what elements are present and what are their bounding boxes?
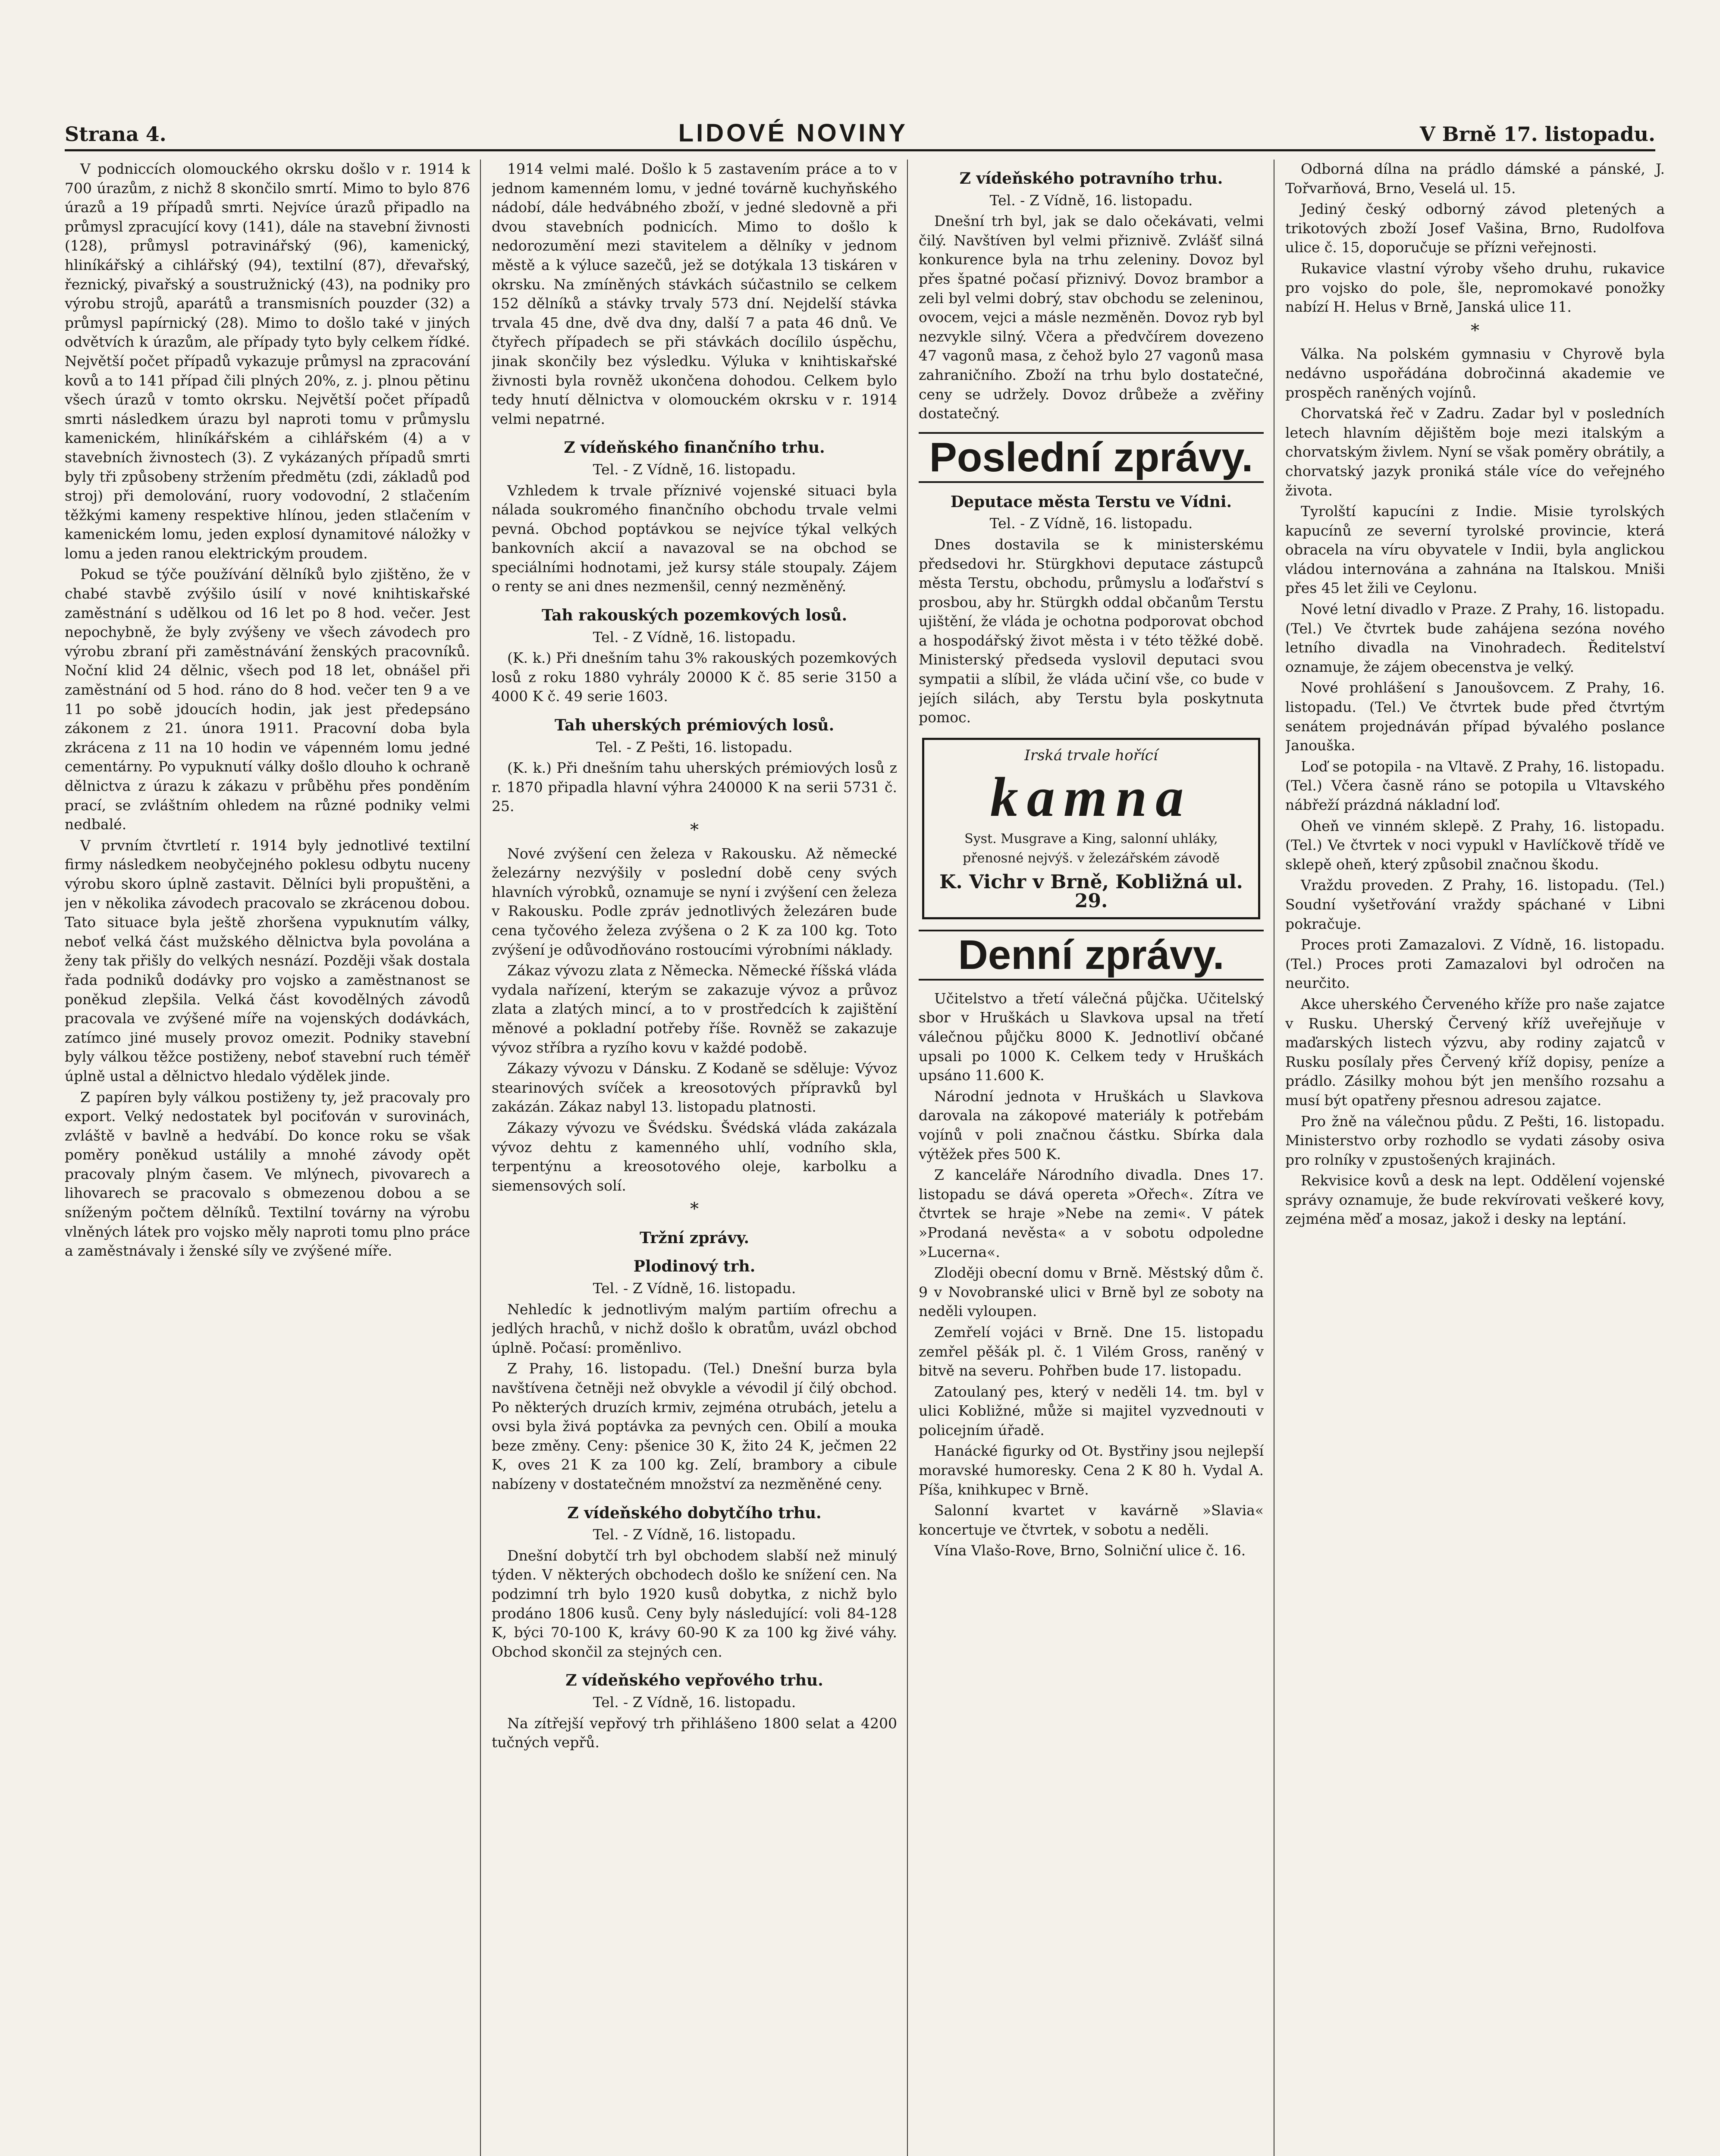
article-paragraph: Vraždu proveden. Z Prahy, 16. listopadu. (Tel.) Soudní vyšetřování vraždy spáchané v Libni pokračuje. bbox=[1285, 877, 1665, 932]
article-paragraph: Učitelstvo a třetí válečná půjčka. Učitelský sbor v Hruškách u Slavkova upsal na třetí válečnou půjčku 8000 K. Jednotliví občané upsali po 1000 K. Celkem tedy v Hruškách upsáno 11.600 K. bbox=[919, 990, 1264, 1084]
article-paragraph: Salonní kvartet v kavárně »Slavia« koncertuje ve čtvrtek, v sobotu a neděli. bbox=[919, 1502, 1264, 1538]
section-heading: Plodinový trh. bbox=[633, 1257, 756, 1276]
article-paragraph: Akce uherského Červeného kříže pro naše zajatce v Rusku. Uherský Červený kříž uveřejňuje v maďarských listech výzvu, aby rodiny zajatců v Rusku posílaly přes Červený kříž dopisy, peníze a prádlo. Zásilky mohou být jen menšího rozsahu a musí být opatřeny přesnou adresou zajatce. bbox=[1285, 995, 1665, 1109]
dateline-telegram: Tel. - Z Vídně, 16. listopadu. bbox=[593, 1280, 796, 1297]
article-paragraph: Válka. Na polském gymnasiu v Chyrově byla nedávno uspořádána dobročinná akademie ve prospěch raněných vojínů. bbox=[1285, 345, 1665, 401]
article-paragraph: V prvním čtvrtletí r. 1914 byly jednotlivé textilní firmy následkem neobyčejného poklesu odbytu nuceny výrobu skoro úplně zastavit. Dělníci byli propuštěni, a jen v několika závodech pracovalo se zkrácenou dobou. Tato situace byla ještě zhoršena vypuknutím války, neboť velká část mužského dělnictva byla povolána a ženy tak přišly do velkých nesnází. Později však dostala řada podniků dodávky pro vojsko a zaměstnanost se poněkud zlepšila. Velká část kovodělných závodů pracovala ve zvýšené míře na vojenských dodávkách, zatímco jiné musely provoz omezit. Podniky stavební byly válkou těžce postiženy, neboť stavební ruch téměř úplně ustal a dělnictvo hledalo výdělek jinde. bbox=[65, 837, 470, 1084]
ad-tagline: Irská trvale hořící bbox=[1024, 746, 1158, 764]
section-heading: Tržní zprávy. bbox=[639, 1228, 750, 1247]
masthead bbox=[65, 116, 1655, 151]
section-heading: Z vídeňského vepřového trhu. bbox=[565, 1671, 823, 1690]
column-4 bbox=[1285, 160, 1665, 2156]
article-paragraph: 1914 velmi malé. Došlo k 5 zastavením práce a to v jednom kamenném lomu, v jedné továrně kuchyňského nádobí, dále hedvábného zboží, v jedné sledovně a při dvou stavebních podnicích. Mimo to došlo k nedorozumění mezi stavitelem a dělníky v jednom městě a k výluce sazečů, jež se dotýkala 13 tiskáren v okrsku. Na zmíněných stávkách súčastnilo se celkem 152 dělníků a stávky trvaly 573 dní. Nejdelší stávka trvala 45 dne, dvě dva dny, další 7 a pata 46 dnů. Ve čtyřech případech se při stávkách docílilo úspěchu, jinak skončily bez výsledku. Výluka v knihtiskařské živnosti byla rovněž ukončena dohodou. Celkem bylo tedy hnutí dělnictva v olomouckém okrsku v r. 1914 velmi nepatrné. bbox=[492, 160, 897, 427]
article-paragraph: Zákazy vývozu ve Švédsku. Švédská vláda zakázala vývoz dehtu z kamenného uhlí, vodního skla, terpentýnu a kreosotového oleje, karbolku a siemensových solí. bbox=[492, 1119, 897, 1194]
section-heading: Tah uherských prémiových losů. bbox=[554, 716, 835, 735]
article-paragraph: Zákaz vývozu zlata z Německa. Německé říšská vláda vydala nařízení, kterým se zakazuje vývoz a průvoz zlata a zlatých mincí, a to v prostředcích k zajištění měnové a pokladní potřeby říše. Rovněž se zakazuje vývoz stříbra a ryzího kovu v každé podobě. bbox=[492, 962, 897, 1056]
section-heading: Tah rakouských pozemkových losů. bbox=[541, 606, 847, 625]
section-separator: * bbox=[690, 820, 699, 840]
section-separator: * bbox=[690, 1199, 699, 1219]
section-heading: Deputace města Terstu ve Vídni. bbox=[950, 492, 1232, 511]
dateline-telegram: Tel. - Z Vídně, 16. listopadu. bbox=[593, 628, 796, 646]
article-paragraph: Dnešní dobytčí trh byl obchodem slabší než minulý týden. V některých obchodech došlo ke snížení cen. Na podzimní trh bylo 1920 kusů dobytka, z nichž bylo prodáno 1806 kusů. Ceny byly následující: voli 84-128 K, býci 70-100 K, krávy 60-90 K za 100 kg živé váhy. Obchod skončil za stejných cen. bbox=[492, 1547, 897, 1660]
ad-headline: kamna bbox=[990, 766, 1193, 829]
article-paragraph: Tyrolští kapucíni z Indie. Misie tyrolských kapucínů ze severní tyrolské provincie, která obracela na víru obyvatele v Indii, byla anglickou vládou internována a zahnána na Italskou. Mniši přes 45 let žili ve Ceylonu. bbox=[1285, 503, 1665, 597]
article-paragraph: Hanácké figurky od Ot. Bystřiny jsou nejlepší moravské humoresky. Cena 2 K 80 h. Vydal A. Píša, knihkupec v Brně. bbox=[919, 1442, 1264, 1498]
article-paragraph: Pokud se týče používání dělníků bylo zjištěno, že v chabé stavbě zvýšilo úsilí v nové knihtiskařské zaměstnání s udělkou od 16 let po 8 hod. večer. Jest nepochybně, že byly zvýšeny ve všech závodech pro výrobu zbraní při zaměstnávání ženských pracovníků. Noční klid 24 dělnic, všech pod 18 let, obnášel při zaměstnání od 5 hod. ráno do 8 hod. večer ten 9 a ve 11 po sobě jdoucích hodin, jak jest předepsáno zákonem z 21. února 1911. Pracovní doba byla zkrácena z 11 na 10 hodin ve vápenném lomu jedné cementárny. Po vypuknutí války došlo dlouho k ochraně dělnictva z úrazu k zákazu v průběhu přes ponděním prací, se zvláštním ohledem na různé podniky velmi nedbalé. bbox=[65, 566, 470, 833]
article-paragraph: Nehledíc k jednotlivým malým partiím ofrechu a jedlých hrachů, v nichž došlo k obratům, uvázl obchod úplně. Počasí: proměnlivo. bbox=[492, 1300, 897, 1356]
article-paragraph: Z papíren byly válkou postiženy ty, jež pracovaly pro export. Velký nedostatek byl pociťován v surovinách, zvláště v bavlně a hedvábí. Do konce roku se však poměry poněkud ustálily a mnohé závody opět pracovaly plným časem. Ve mlýnech, pivovarech a lihovarech se pracovalo s obmezenou dobou a se sníženým počtem dělníků. Textilní továrny na výrobu vlněných látek pro vojsko měly naproti tomu plno práce a zaměstnávaly i ženské síly ve zvýšené míře. bbox=[65, 1088, 470, 1260]
article-paragraph: Rekvisice kovů a desk na lept. Oddělení vojenské správy oznamuje, že bude rekvírovati veškeré kovy, zejména měď a mosaz, jakož i desky na leptání. bbox=[1285, 1172, 1665, 1228]
dateline-telegram: Tel. - Z Vídně, 16. listopadu. bbox=[593, 1693, 796, 1711]
article-paragraph: Zatoulaný pes, který v neděli 14. tm. byl v ulici Kobližné, může si majitel vyzvednouti v policejním úřadě. bbox=[919, 1383, 1264, 1438]
stove-advertisement bbox=[922, 738, 1260, 919]
article-paragraph: Na zítřejší vepřový trh přihlášeno 1800 selat a 4200 tučných vepřů. bbox=[492, 1714, 897, 1751]
article-paragraph: Pro žně na válečnou půdu. Z Pešti, 16. listopadu. Ministerstvo orby rozhodlo se vydati zásoby osiva pro rolníky v zpustošených krajinách. bbox=[1285, 1112, 1665, 1168]
dateline-telegram: Tel. - Z Vídně, 16. listopadu. bbox=[593, 461, 796, 478]
article-paragraph: Rukavice vlastní výroby všeho druhu, rukavice pro vojsko do pole, šle, nepromokavé ponožky nabízí H. Helus v Brně, Janská ulice 11. bbox=[1285, 260, 1665, 316]
article-paragraph: Z kanceláře Národního divadla. Dnes 17. listopadu se dává opereta »Ořech«. Zítra ve čtvrtek se hraje »Nebe na zemi«. V pátek »Prodaná nevěsta« a v sobotu odpoledne »Lucerna«. bbox=[919, 1166, 1264, 1260]
article-paragraph: Vína Vlašo-Rove, Brno, Solniční ulice č. 16. bbox=[934, 1542, 1246, 1559]
article-paragraph: Z Prahy, 16. listopadu. (Tel.) Dnešní burza byla navštívena četněji než obvykle a vévodil jí čilý obchod. Po některých druzích krmiv, zejména otrubách, jetelu a ovsi byla živá poptávka za pevných cen. Obilí a mouka beze změny. Ceny: pšenice 30 K, žito 24 K, ječmen 22 K, oves 21 K za 100 kg. Zelí, brambory a cibule nabízeny v dostatečném množství za nezměněné ceny. bbox=[492, 1360, 897, 1492]
article-paragraph: Dnes dostavila se k ministerskému předsedovi hr. Stürgkhovi deputace zástupců města Terstu, obchodu, průmyslu a loďařství s prosbou, aby hr. Stürgkh oddal občanům Terstu ujištění, že vláda je ochotna podporovat obchod a hospodářský život města i v této těžké době. Ministerský předseda vyslovil deputaci svou sympatii a slíbil, že vláda učiní vše, co bude v jejích silách, aby Terstu byla poskytnuta pomoc. bbox=[919, 536, 1264, 726]
column-divider bbox=[907, 160, 908, 2156]
article-paragraph: Odborná dílna na prádlo dámské a pánské, J. Tořvarňová, Brno, Veselá ul. 15. bbox=[1285, 160, 1665, 197]
column-2 bbox=[492, 160, 897, 2156]
ad-vendor: K. Vichr v Brně, Kobližná ul. 29. bbox=[939, 871, 1243, 912]
column-3 bbox=[919, 160, 1264, 2156]
article-paragraph: Národní jednota v Hruškách u Slavkova darovala na zákopové materiály k potřebám vojínů v poli značnou částku. Sbírka dala výtěžek přes 500 K. bbox=[919, 1087, 1264, 1163]
ad-description: Syst. Musgrave a King, salonní uhláky, přenosné nejvýš. v železářském závodě bbox=[963, 831, 1220, 866]
dateline-telegram: Tel. - Z Pešti, 16. listopadu. bbox=[596, 738, 793, 755]
article-paragraph: Nové zvýšení cen železa v Rakousku. Až německé železárny nezvýšily v poslední době ceny svých hlavních výrobků, oznamuje se nyní i zvýšení cen železa v Rakousku. Podle zpráv jednotlivých železáren bude cena tyčového železa zvýšena o 2 K za 100 kg. Toto zvýšení je odůvodňováno rostoucími výrobními náklady. bbox=[492, 845, 897, 958]
section-banner: Poslední zprávy. bbox=[919, 432, 1264, 483]
article-paragraph: Nové letní divadlo v Praze. Z Prahy, 16. listopadu. (Tel.) Ve čtvrtek bude zahájena sezóna nového letního divadla na Vinohradech. Ředitelství oznamuje, že zájem obecenstva je velký. bbox=[1285, 601, 1665, 675]
article-paragraph: Zloději obecní domu v Brně. Městský dům č. 9 v Novobranské ulici v Brně byl ze soboty na neděli vyloupen. bbox=[919, 1264, 1264, 1320]
dateline-telegram: Tel. - Z Vídně, 16. listopadu. bbox=[593, 1526, 796, 1543]
section-heading: Z vídeňského finančního trhu. bbox=[564, 439, 825, 457]
dateline: V Brně 17. listopadu. bbox=[1420, 122, 1655, 146]
article-paragraph: Nové prohlášení s Janoušovcem. Z Prahy, 16. listopadu. (Tel.) Ve čtvrtek bude před čtvrtým senátem projednáván případ bývalého poslance Janouška. bbox=[1285, 679, 1665, 754]
article-paragraph: Zemřelí vojáci v Brně. Dne 15. listopadu zemřel pěšák pl. č. 1 Vilém Gross, raněný v bitvě na severu. Pohřben bude 17. listopadu. bbox=[919, 1323, 1264, 1379]
column-divider bbox=[480, 160, 481, 2156]
page-label: Strana 4. bbox=[65, 122, 166, 146]
section-separator: * bbox=[1471, 320, 1479, 341]
section-heading: Z vídeňského dobytčího trhu. bbox=[567, 1504, 822, 1522]
article-paragraph: (K. k.) Při dnešním tahu 3% rakouských pozemkových losů z roku 1880 vyhrály 20000 K č. 85 serie 3150 a 4000 K č. 49 serie 1603. bbox=[492, 649, 897, 705]
article-paragraph: Chorvatská řeč v Zadru. Zadar byl v posledních letech hlavním dějištěm boje mezi italským a chorvatským živlem. Nyní se však poměry obrátily, a chorvatský jazyk proniká stále více do veřejného života. bbox=[1285, 405, 1665, 499]
section-banner: Denní zprávy. bbox=[919, 930, 1264, 981]
article-paragraph: Proces proti Zamazalovi. Z Vídně, 16. listopadu. (Tel.) Proces proti Zamazalovi byl odročen na neurčito. bbox=[1285, 936, 1665, 992]
column-1 bbox=[65, 160, 470, 2156]
dateline-telegram: Tel. - Z Vídně, 16. listopadu. bbox=[989, 515, 1193, 532]
article-paragraph: (K. k.) Při dnešním tahu uherských prémiových losů z r. 1870 připadla hlavní výhra 240000 K na serii 5731 č. 25. bbox=[492, 759, 897, 815]
dateline-telegram: Tel. - Z Vídně, 16. listopadu. bbox=[989, 191, 1193, 209]
article-paragraph: Zákazy vývozu v Dánsku. Z Kodaně se sděluje: Vývoz stearinových svíček a kreosotových přípravků byl zakázán. Zákaz nabyl 13. listopadu platnosti. bbox=[492, 1060, 897, 1116]
article-paragraph: Jediný český odborný závod pletených a trikotových zboží Josef Vašina, Brno, Rudolfova ulice č. 15, doporučuje se přízni veřejnosti. bbox=[1285, 201, 1665, 256]
newspaper-title: LIDOVÉ NOVINY bbox=[678, 119, 908, 147]
section-heading: Z vídeňského potravního trhu. bbox=[959, 169, 1223, 188]
article-paragraph: V podniccích olomouckého okrsku došlo v r. 1914 k 700 úrazům, z nichž 8 skončilo smrtí. Mimo to bylo 876 úrazů a 19 případů smrti. Nejvíce úrazů připadlo na průmysl zpracující kovy (141), dále na stavební živnosti (128), průmysl potravinářský (96), kamenický, hliníkářský a cihlářský (94), textilní (87), dřevařský, řeznický, pivařský a soustružnický (43), na podniky pro výrobu strojů, aparátů a transmisních pouzder (32) a průmysl papírnický (28). Mimo to došlo také v jiných odvětvích k úrazům, ale případy tyto byly celkem řídké. Největší počet případů vykazuje průmysl na zpracování kovů a to 141 případ čili plných 20%, z. j. plnou pětinu všech úrazů v tomto okrsku. Největší počet případů smrti následkem úrazu byl naproti tomu v průmyslu kamenickém, hliníkářském a cihlářském (4) a v stavebních živnostech (3). Z vykázaných případů smrti byly tři způsobeny stržením předmětu (zdi, základů pod stroj) při demolování, ruory vodovodní, 2 stlačením těžkými kameny respektive hlínou, jeden stlačením v kamenickém lomu, jeden explosí dynamitové náložky v lomu a jeden ranou elektrickým proudem. bbox=[65, 160, 470, 562]
article-paragraph: Oheň ve vinném sklepě. Z Prahy, 16. listopadu. (Tel.) Ve čtvrtek v noci vypukl v Havlíčkově třídě ve sklepě oheň, který způsobil značnou škodu. bbox=[1285, 817, 1665, 873]
article-paragraph: Dnešní trh byl, jak se dalo očekávati, velmi čilý. Navštíven byl velmi přiznivě. Zvlášť silná konkurence byla na trhu zeleniny. Dovoz byl přes špatné počasí přiznivý. Dovoz brambor a zeli byl velmi dobrý, stav obchodu se zeleninou, ovocem, vejci a másle nezměněn. Dovoz ryb byl nezvykle silný. Včera a předvčírem dovezeno 47 vagonů masa, z čehož bylo 27 vagonů masa zahraničního. Zboží na trhu bylo dostatečné, ceny se udržely. Dovoz drůbeže a zvěřiny dostatečný. bbox=[919, 213, 1264, 422]
article-paragraph: Vzhledem k trvale příznivé vojenské situaci byla nálada soukromého finančního obchodu trvale velmi pevná. Obchod poptávkou se nejvíce týkal velkých bankovních akcií a navazoval se na obchod se speciálními hodnotami, jež kursy stále stoupaly. Zájem o renty se ani dnes nezmenšil, cenný nezměněný. bbox=[492, 482, 897, 595]
article-paragraph: Loď se potopila - na Vltavě. Z Prahy, 16. listopadu. (Tel.) Včera časně ráno se potopila u Vltavského nábřeží prázdná nákladní loď. bbox=[1285, 758, 1665, 813]
